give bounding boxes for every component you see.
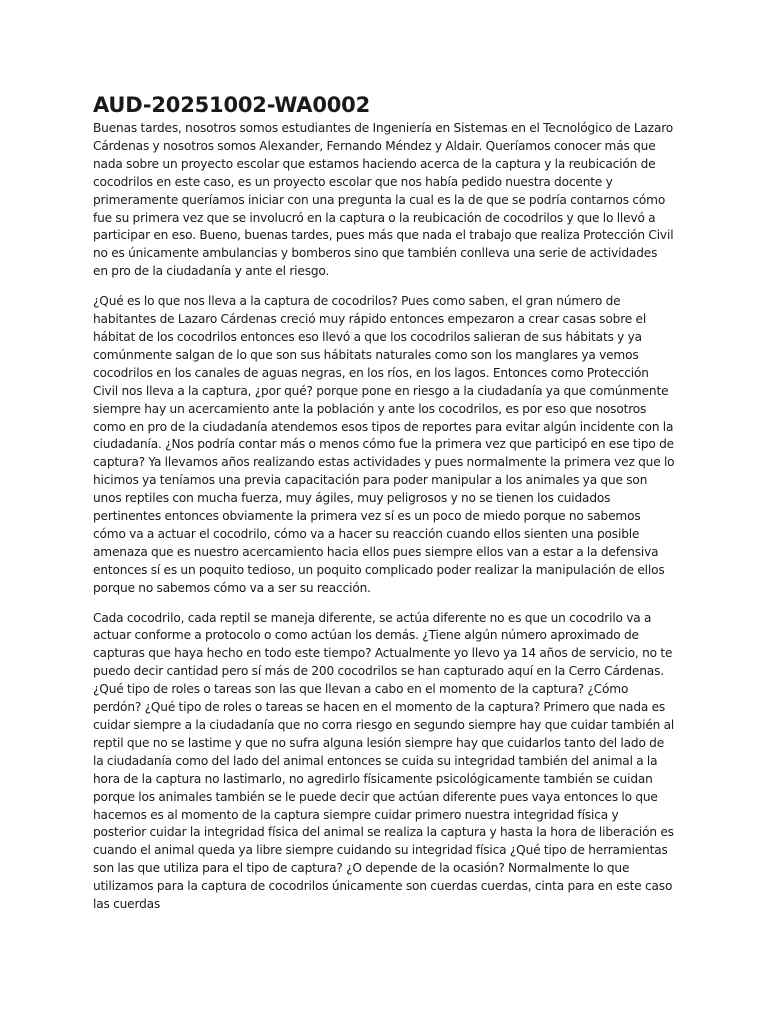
paragraph-capture-reasons: ¿Qué es lo que nos lleva a la captura de cocodrilos? Pues como saben, el gran número de habitantes de Lazaro Cárdenas creció muy rápido entonces empezaron a crear casas sobre el hábitat de los cocodrilos entonces eso llevó a que los cocodrilos salieran de sus hábitats y ya comúnmente salgan de lo que son sus hábitats naturales como son los manglares ya vemos cocodrilos en los canales de aguas negras, en los ríos, en los lagos. Entonces como Protección Civil nos lleva a la captura, ¿por qué? porque pone en riesgo a la ciudadanía ya que comúnmente siempre hay un acercamiento ante la población y ante los cocodrilos, es por eso que nosotros como en pro de la ciudadanía atendemos esos tipos de reportes para evitar algún incidente con la ciudadanía. ¿Nos podría contar más o menos cómo fue la primera vez que participó en ese tipo de captura? Ya llevamos años realizando estas actividades y pues normalmente la primera vez que lo hicimos ya teníamos una previa capacitación para poder manipular a los animales ya que son unos reptiles con mucha fuerza, muy ágiles, muy peligrosos y no se tienen los cuidados pertinentes entonces obviamente la primera vez sí es un poco de miedo porque no sabemos cómo va a actuar el cocodrilo, cómo va a hacer su reacción cuando ellos sienten una posible amenaza que es nuestro acercamiento hacia ellos pues siempre ellos van a estar a la defensiva entonces sí es un poquito tedioso, un poquito complicado poder realizar la manipulación de ellos porque no sabemos cómo va a ser su reacción. xyxy=(93,294,675,595)
document-content xyxy=(93,92,675,926)
document-title: AUD-20251002-WA0002 xyxy=(93,93,370,117)
paragraph-introduction: Buenas tardes, nosotros somos estudiantes de Ingeniería en Sistemas en el Tecnológico de Lazaro Cárdenas y nosotros somos Alexander, Fernando Méndez y Aldair. Queríamos conocer más que nada sobre un proyecto escolar que estamos haciendo acerca de la captura y la reubicación de cocodrilos en este caso, es un proyecto escolar que nos había pedido nuestra docente y primeramente queríamos iniciar con una pregunta la cual es la de que se podría contarnos cómo fue su primera vez que se involucró en la captura o la reubicación de cocodrilos y que lo llevó a participar en eso. Bueno, buenas tardes, pues más que nada el trabajo que realiza Protección Civil no es únicamente ambulancias y bomberos sino que también conlleva una serie de actividades en pro de la ciudadanía y ante el riesgo. xyxy=(93,121,674,279)
paragraph-capture-roles: Cada cocodrilo, cada reptil se maneja diferente, se actúa diferente no es que un cocodrilo va a actuar conforme a protocolo o como actúan los demás. ¿Tiene algún número aproximado de capturas que haya hecho en todo este tiempo? Actualmente yo llevo ya 14 años de servicio, no te puedo decir cantidad pero sí más de 200 cocodrilos se han capturado aquí en la Cerro Cárdenas. ¿Qué tipo de roles o tareas son las que llevan a cabo en el momento de la captura? ¿Cómo perdón? ¿Qué tipo de roles o tareas se hacen en el momento de la captura? Primero que nada es cuidar siempre a la ciudadanía que no corra riesgo en segundo siempre hay que cuidar también al reptil que no se lastime y que no sufra alguna lesión siempre hay que cuidarlos tanto del lado de la ciudadanía como del lado del animal entonces se cuida su integridad también del animal a la hora de la captura no lastimarlo, no agredirlo físicamente psicológicamente también se cuidan porque los animales también se le puede decir que actúan diferente pues vaya entonces lo que hacemos es al momento de la captura siempre cuidar primero nuestra integridad física y posterior cuidar la integridad física del animal se realiza la captura y hasta la hora de liberación es cuando el animal queda ya libre siempre cuidando su integridad física ¿Qué tipo de herramientas son las que utiliza para el tipo de captura? ¿O depende de la ocasión? Normalmente lo que utilizamos para la captura de cocodrilos únicamente son cuerdas cuerdas, cinta para en este caso las cuerdas xyxy=(93,610,675,912)
